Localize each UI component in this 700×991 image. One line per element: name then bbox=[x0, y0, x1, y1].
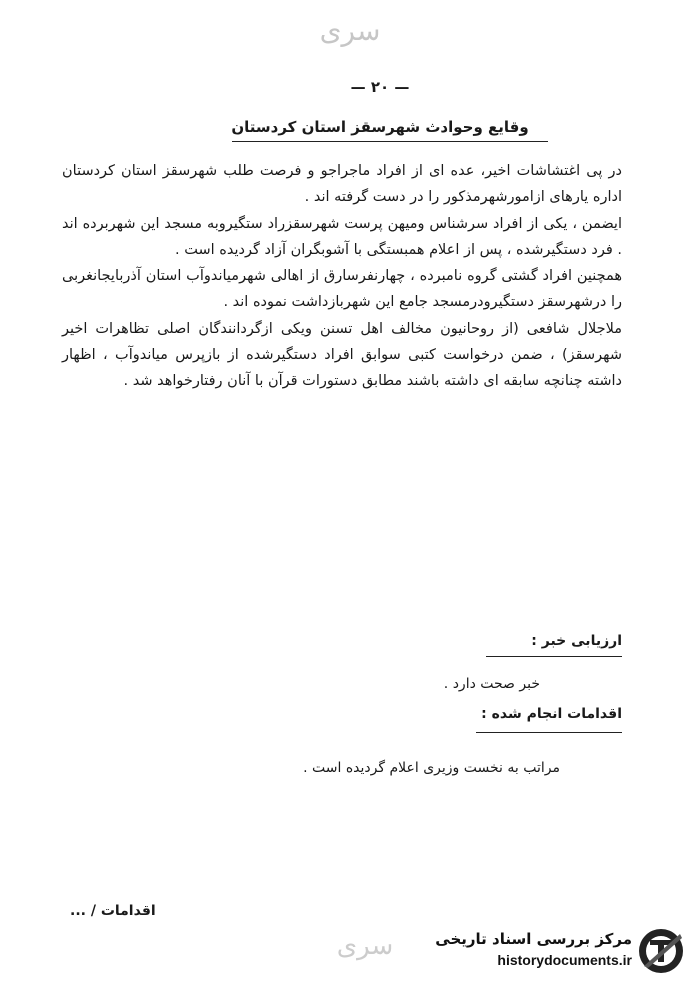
watermark bbox=[432, 930, 632, 968]
actions-taken-value: مراتب به نخست وزیری اعلام گردیده است . bbox=[303, 760, 560, 776]
body-paragraph: همچنین افراد گشتی گروه نامبرده ، چهارنفرسارق از اهالی شهرمیاندوآب استان آذربایجانغربی را درشهرسقز دستگیرودرمسجد جامع این شهربازداشت نموده اند . bbox=[62, 268, 622, 311]
actions-taken-label: اقدامات انجام شده : bbox=[481, 706, 622, 722]
archive-logo-icon bbox=[636, 926, 686, 976]
body-paragraph: ملاجلال شافعی (از روحانیون مخالف اهل تسنن ویکی ازگردانندگان اصلی تظاهرات اخیر شهرسقز) ، ضمن درخواست کتبی سوابق افراد دستگیرشده از بازپرس میاندوآب ، اظهار داشته چنانچه سابقه ای داشته باشند مطابق دستورات قرآن با آنان رفتارخواهد شد . bbox=[62, 320, 622, 390]
classification-stamp-top: سری bbox=[319, 13, 381, 47]
assessment-label: ارزیابی خبر : bbox=[531, 633, 622, 649]
assessment-value: خبر صحت دارد . bbox=[443, 676, 540, 692]
body-paragraph: در پی اغتشاشات اخیر، عده ای از افراد ماجراجو و فرصت طلب شهرسقز استان کردستان اداره یارهای ازامورشهرمذکور را در دست گرفته اند . bbox=[62, 163, 622, 206]
actions-taken-underline bbox=[476, 732, 622, 733]
report-body bbox=[62, 158, 622, 395]
document-title: وقایع وحوادث شهرسقز استان کردستان bbox=[231, 118, 529, 136]
classification-stamp-bottom: سری bbox=[336, 931, 394, 961]
watermark-url: historydocuments.ir bbox=[497, 952, 632, 968]
footer-actions: اقدامات / ... bbox=[70, 903, 156, 919]
title-underline bbox=[232, 141, 548, 142]
page-number: — ۲۰ — bbox=[350, 78, 410, 96]
watermark-name: مرکز بررسی اسناد تاریخی bbox=[435, 930, 632, 948]
assessment-underline bbox=[486, 656, 622, 657]
body-paragraph: ایضمن ، یکی از افراد سرشناس ومیهن پرست شهرسقزراد ستگیروبه مسجد این شهربرده اند . فرد دستگیرشده ، پس از اعلام همبستگی با آشوبگران آزاد گردیده است . bbox=[62, 215, 622, 258]
